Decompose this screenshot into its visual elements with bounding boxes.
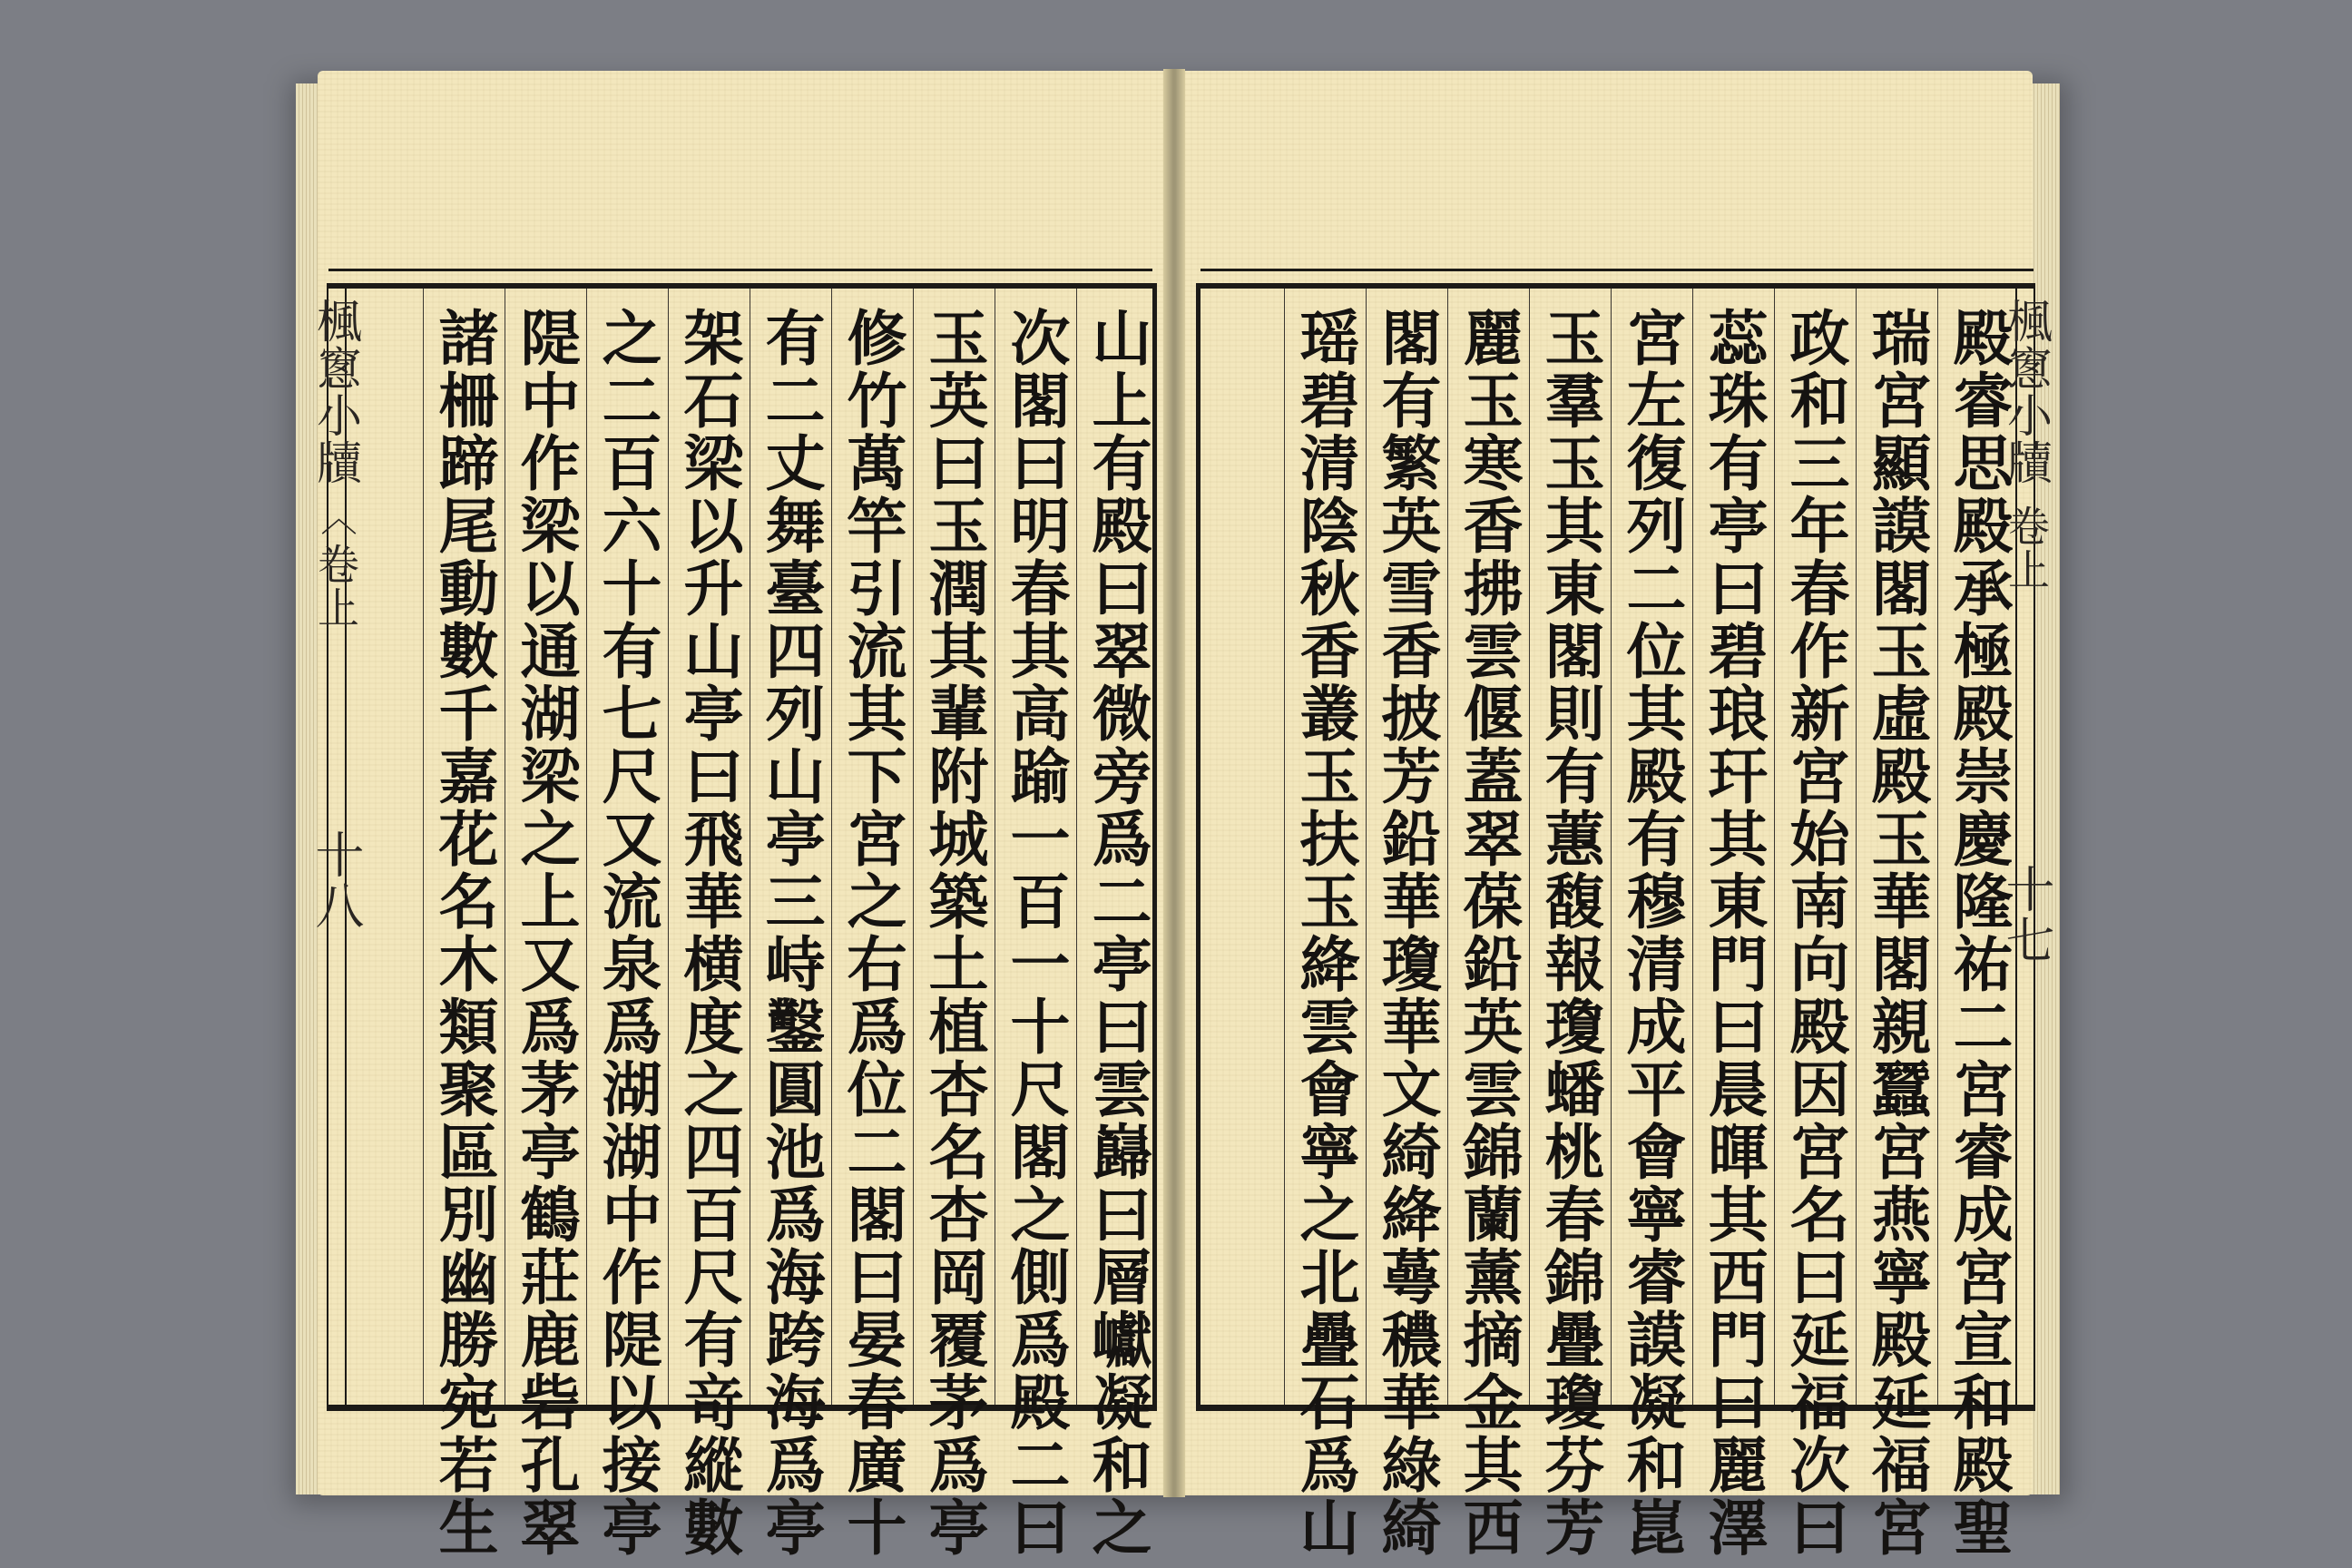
text-column	[1694, 289, 1772, 1559]
col-rule	[1284, 289, 1285, 1405]
text-column	[915, 289, 993, 1559]
column-text: 架石梁以升山亭曰飛華横度之四百尺有竒縱數	[673, 307, 744, 1559]
text-column	[1857, 289, 1936, 1559]
right-margin-volume: 卷上	[2002, 505, 2051, 592]
column-text: 有二丈舞臺四列山亭三峙鑿圓池爲海跨海爲亭	[755, 307, 826, 1559]
col-rule	[913, 289, 914, 1405]
column-text: 瑞宮顯謨閣玉虛殿玉華閣親蠶宮燕寧殿延福宮	[1861, 307, 1932, 1559]
col-rule	[423, 289, 424, 1405]
column-text: 殿睿思殿承極殿崇慶隆祐二宮睿成宮宣和殿聖	[1943, 307, 2014, 1559]
col-rule	[1692, 289, 1693, 1405]
column-text: 修竹萬竿引流其下宮之右爲位二閣曰晏春廣十	[837, 307, 907, 1559]
col-rule	[1529, 289, 1530, 1405]
col-rule	[1447, 289, 1448, 1405]
col-rule	[1774, 289, 1775, 1405]
column-text: 隄中作梁以通湖梁之上又爲茅亭鶴莊鹿砦孔翠	[510, 307, 581, 1559]
text-column	[1776, 289, 1854, 1559]
left-margin-fish: ︿	[315, 499, 357, 537]
right-text-frame	[1196, 283, 2055, 1559]
column-text: 玉英曰玉潤其輩附城築土植杏名杏岡覆茅爲亭	[918, 307, 989, 1559]
column-text: 蕊珠有亭曰碧琅玕其東門曰晨暉其西門曰麗澤	[1698, 307, 1769, 1559]
column-text: 諸柵蹄尾動數千嘉花名木類聚區別幽勝宛若生	[428, 307, 499, 1559]
text-column	[1531, 289, 1609, 1559]
text-column	[1612, 289, 1690, 1559]
col-rule	[668, 289, 669, 1405]
col-rule	[1076, 289, 1077, 1405]
text-column	[1939, 289, 2017, 1559]
text-column	[1286, 289, 1364, 1559]
column-text: 宮左復列二位其殿有穆清成平會寧睿謨凝和崑	[1616, 307, 1687, 1559]
text-column	[833, 289, 911, 1559]
text-column	[670, 289, 748, 1559]
column-text: 麗玉寒香拂雲偃蓋翠葆鉛英雲錦蘭薰摘金其西	[1453, 307, 1524, 1559]
right-leaf-number: 十七	[1998, 864, 2055, 965]
text-column	[506, 289, 584, 1559]
column-text: 之二百六十有七尺又流泉爲湖湖中作隄以接亭	[592, 307, 662, 1559]
column-text: 政和三年春作新宮始南向殿因宮名曰延福次曰	[1779, 307, 1850, 1559]
col-rule	[1937, 289, 1938, 1405]
column-text: 閣有繁英雪香披芳鉛華瓊華文綺絳蕚穠華綠綺	[1371, 307, 1442, 1559]
book-gutter	[1163, 69, 1185, 1497]
text-column	[1078, 289, 1156, 1559]
right-margin-title: 楓窻小牘	[2000, 298, 2053, 486]
col-rule	[1611, 289, 1612, 1405]
left-top-rule	[328, 269, 1152, 271]
left-margin-volume: 卷上	[311, 543, 360, 630]
right-top-rule	[1200, 269, 2034, 271]
text-column	[425, 289, 503, 1559]
left-text-frame	[308, 283, 1157, 1559]
text-column	[1449, 289, 1527, 1559]
text-column	[996, 289, 1074, 1559]
text-column	[588, 289, 666, 1559]
col-rule	[831, 289, 832, 1405]
column-text: 山上有殿曰翠微旁爲二亭曰雲巋曰層巘凝和之	[1082, 307, 1152, 1559]
left-margin-column	[308, 289, 365, 1405]
column-text: 玉羣玉其東閣則有蕙馥報瓊蟠桃春錦疊瓊芬芳	[1534, 307, 1605, 1559]
col-rule	[1366, 289, 1367, 1405]
column-text: 次閣曰明春其高踰一百一十尺閣之側爲殿二曰	[1000, 307, 1071, 1559]
text-column	[1367, 289, 1446, 1559]
col-rule	[586, 289, 587, 1405]
column-text: 瑶碧清陰秋香叢玉扶玉絳雲會寧之北疊石爲山	[1289, 307, 1360, 1559]
left-margin-title: 楓窻小牘	[309, 298, 362, 486]
left-leaf-number: 十八	[308, 829, 365, 931]
text-column	[751, 289, 829, 1559]
col-rule	[1856, 289, 1857, 1405]
